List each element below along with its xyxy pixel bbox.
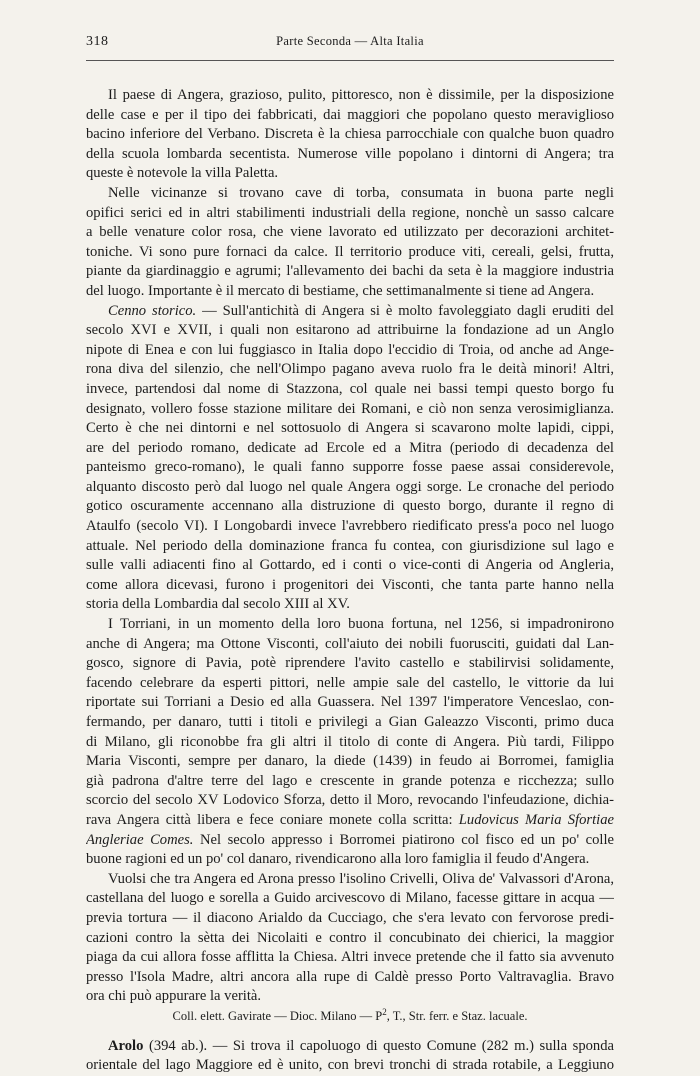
text-line: attuale. Nel periodo della dominazione franca fu contea, con giurisdizione sul lago e <box>86 537 614 554</box>
text-run: (394 ab.). — Si trova il capoluogo di questo Comune (282 m.) sulla sponda <box>143 1037 614 1054</box>
text-line: bacino inferiore del Verbano. Discreta è la chiesa parrocchiale con qualche buon quadro <box>86 126 614 143</box>
text-line: opifici serici ed in altri stabilimenti industriali della regione, nonchè un sasso calcare <box>86 204 614 221</box>
text-line: buone ragioni ed un po' col danaro, rivendicarono alla loro famiglia il feudo d'Angera. <box>86 851 590 868</box>
entry-title: Arolo <box>108 1037 144 1054</box>
text-line: storia della Lombardia dal secolo XIII al XV. <box>86 596 350 613</box>
text-line: Il paese di Angera, grazioso, pulito, pittoresco, non è dissimile, per la disposizione <box>108 87 614 103</box>
text-line <box>86 831 614 851</box>
text-line: fermando, per danaro, tutti i titoli e privilegi a Gian Galeazzo Visconti, primo duca <box>86 714 614 730</box>
text-line: a belle venature color rosa, che viene lavorato ed utilizzato per decorazioni architet- <box>86 224 614 241</box>
spacer <box>86 1027 614 1037</box>
info-sup: 2 <box>382 1006 387 1017</box>
text-line: riportate sui Torriani a Desio ed alla Guassera. Nel 1397 l'imperatore Venceslao, con- <box>86 694 614 711</box>
text-line <box>86 1037 614 1057</box>
text-line: del luogo. Importante è il mercato di bestiame, che settimanalmente si tiene ad Angera. <box>86 282 595 299</box>
info-text: Coll. elett. Gavirate — Dioc. Milano — P <box>172 1008 383 1023</box>
text-line: già padrona d'altre terre del lago e crescente in grande potenza e ricchezza; sullo <box>86 772 614 789</box>
text-line: Maria Visconti, sempre per danaro, la diede (1439) in feudo ai Borromei, famiglia <box>86 753 614 770</box>
text-line: previa tortura — il diacono Arialdo da Cucciago, che s'era levato con fervorose predi- <box>86 909 614 926</box>
text-line: come allora dicevasi, furono i progenitori dei Visconti, che tanta parte hanno nella <box>86 576 614 593</box>
text-line: cazioni contro la sètta dei Nicolaiti e contro il concubinato dei chierici, la maggior <box>86 929 614 946</box>
text-line: Vuolsi che tra Angera ed Arona presso l'isolino Crivelli, Oliva de' Valvassori d'Arona, <box>108 870 614 887</box>
text-line: piante da giardinaggio e agrumi; l'allevamento dei bachi da seta è la maggiore industria <box>86 263 614 280</box>
text-line: facendo celebrare da esperti pittori, nelle ampie sale del castello, le vittorie da lui <box>86 674 614 691</box>
text-run: rava Angera città libera e fece coniare monete colla scritta: <box>86 811 459 828</box>
page-number: 318 <box>86 34 109 49</box>
text-line: toniche. Vi sono pure fornaci da calce. Il territorio produce viti, cereali, gelsi, frutta, <box>86 243 614 260</box>
text-line: delle case e per il tipo dei fabbricati, dai maggiori che popolano questo meraviglioso <box>86 106 614 123</box>
body-text <box>86 86 614 1076</box>
text-line: orientale del lago Maggiore ed è unito, con brevi tronchi di strada rotabile, a Leggiuno <box>86 1057 614 1074</box>
text-line: nipote di Enea e con lui fuggiasco in Italia dopo l'eccidio di Troia, od anche ad Ange- <box>86 341 614 358</box>
text-line <box>86 302 614 322</box>
text-line: alquanto discosto però dal luogo nel quale Angera oggi sorge. Le cronache del periodo <box>86 478 614 495</box>
header-rule <box>86 60 614 61</box>
text-line: I Torriani, in un momento della loro buona fortuna, nel 1256, si impadronirono <box>108 616 614 633</box>
text-line: are del periodo romano, dedicate ad Ercole ed a Mitra (periodo di decadenza del <box>86 439 614 456</box>
text-line: Nelle vicinanze si trovano cave di torba, consumata in buona parte negli <box>108 184 614 201</box>
text-line: gosco, signore di Pavia, potè riprendere l'avito castello e stabilirvisi solidamente, <box>86 655 614 672</box>
page-header <box>86 34 614 54</box>
section-lead-italic: Cenno storico. <box>108 302 197 319</box>
text-line: della scuola lombarda secentista. Numerose ville popolano i dintorni di Angera; tra <box>86 145 614 162</box>
text-line: piaga da cui allora fosse afflitta la Chiesa. Altri invece pretende che il fatto sia avvenuto <box>86 949 614 966</box>
text-run: Nel secolo appresso i Borromei piatirono col fisco ed un po' colle <box>193 831 614 848</box>
text-line: invece, partendosi dal nome di Stazzona, col quale nei bassi tempi questo borgo fu <box>86 380 614 397</box>
coin-inscription-part2: Angleriae Comes. <box>86 831 194 848</box>
running-title: Parte Seconda — Alta Italia <box>276 34 424 48</box>
text-line: designato, vollero fosse stazione militare dei Romani, e ciò non senza verosimiglianza. <box>86 400 614 417</box>
text-line: Ataulfo (secolo VI). I Longobardi invece l'avrebbero riedificato press'a poco nel luogo <box>86 518 614 535</box>
coin-inscription-part1: Ludovicus Maria Sfortiae <box>458 811 614 828</box>
text-line: rona diva del silenzio, che nell'Olimpo pagano aveva ruolo fra le deità minori! Altri, <box>86 361 614 378</box>
text-line: panteismo greco-romano), le quali fanno supporre fosse paese assai considerevole, <box>86 459 614 476</box>
electoral-info-line <box>86 1007 614 1027</box>
text-line: castellana del luogo e sorella a Guido arcivescovo di Milano, facesse gittare in acqua — <box>86 890 614 907</box>
text-line: gotico oscuramente accennano alla distruzione di questo borgo, durante il regno di <box>86 498 614 515</box>
text-line: scorcio del secolo XV Lodovico Sforza, detto il Moro, revocando l'infeudazione, dichia- <box>86 792 614 809</box>
text-line: queste è notevole la villa Paletta. <box>86 165 279 182</box>
text-line: ora chi può appurare la verità. <box>86 988 262 1005</box>
text-line: anche di Angera; ma Ottone Visconti, coll'aiuto dei nobili fuorusciti, guidati dal Lan- <box>86 635 614 652</box>
text-line: Certo è che nei dintorni e nel sottosuolo di Angera si scavarono molte lapidi, cippi, <box>86 420 614 437</box>
text-line: di Milano, gli riconobbe fra gli altri il titolo di conte di Angera. Più tardi, Filippo <box>86 733 614 750</box>
text-line <box>86 811 614 831</box>
text-run: — Sull'antichità di Angera si è molto favoleggiato dagli eruditi del <box>196 302 614 319</box>
info-rest: , T., Str. ferr. e Staz. lacuale. <box>386 1008 528 1023</box>
text-line: secolo XVI e XVII, i quali non esitarono ad attribuirne la fondazione ad un Anglo <box>86 322 614 339</box>
text-line: presso l'Isola Madre, altri ancora alla rupe di Caldè presso Porto Valtravaglia. Bravo <box>86 968 614 985</box>
text-line: sulle valli adiacenti fino al Gottardo, ed i conti o vice-conti di Angeria od Angleria, <box>86 557 614 574</box>
